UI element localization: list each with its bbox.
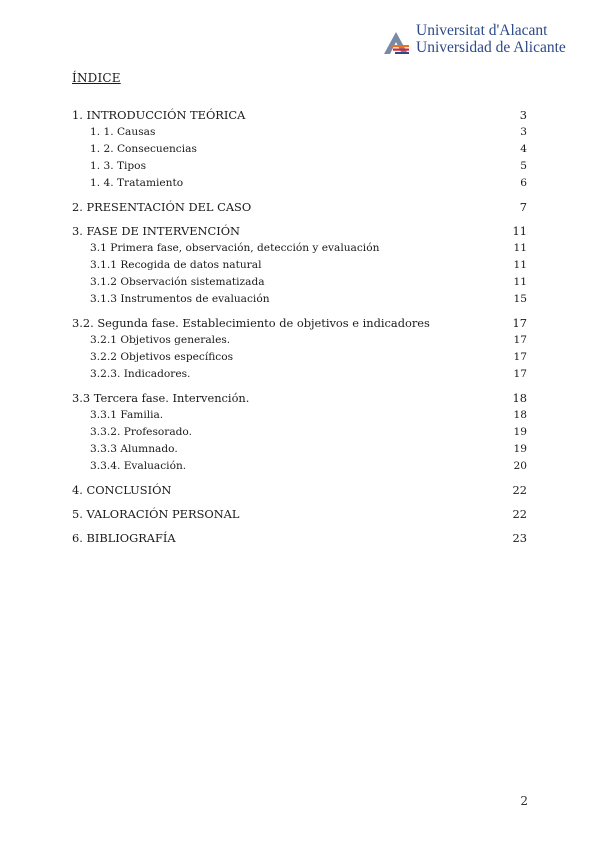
toc-entry-page: 18: [512, 391, 527, 405]
toc-entry-label: 3.3.1 Familia.: [90, 409, 164, 421]
toc-subsection[interactable]: [72, 257, 527, 273]
toc-entry-page: 11: [513, 259, 527, 271]
toc-entry-page: 23: [512, 531, 527, 545]
toc-subsection[interactable]: [72, 158, 527, 174]
toc-entry-label: 3.2.2 Objetivos específicos: [90, 351, 234, 363]
toc-entry-label: 1. 3. Tipos: [90, 160, 146, 172]
toc-entry-label: 3.1 Primera fase, observación, detección y evaluación: [90, 242, 380, 254]
toc-section[interactable]: [72, 390, 527, 406]
toc-subsection[interactable]: [72, 274, 527, 290]
toc-entry-label: 3.2.3. Indicadores.: [90, 368, 191, 380]
toc-entry-page: 3: [520, 126, 527, 138]
toc-entry-label: 3.1.1 Recogida de datos natural: [90, 259, 262, 271]
toc-entry-page: 4: [520, 143, 527, 155]
toc-subsection[interactable]: [72, 441, 527, 457]
toc-entry-label: 1. INTRODUCCIÓN TEÓRICA: [72, 108, 246, 122]
university-name: [416, 22, 566, 56]
toc-section[interactable]: [72, 223, 527, 239]
toc-entry-label: 3.2.1 Objetivos generales.: [90, 334, 231, 346]
toc-subsection[interactable]: [72, 366, 527, 382]
toc-subsection[interactable]: [72, 407, 527, 423]
toc-entry-page: 17: [513, 351, 527, 363]
toc-entry-label: 5. VALORACIÓN PERSONAL: [72, 507, 240, 521]
toc-entry-page: 17: [512, 316, 527, 330]
toc-entry-page: 11: [512, 224, 527, 238]
university-emblem-icon: [382, 28, 410, 56]
toc-subsection[interactable]: [72, 458, 527, 474]
toc-entry-page: 22: [512, 507, 527, 521]
toc-entry-label: 1. 4. Tratamiento: [90, 177, 184, 189]
toc-entry-label: 1. 1. Causas: [90, 126, 156, 138]
toc-entry-label: 6. BIBLIOGRAFÍA: [72, 531, 176, 545]
university-name-valencian: Universitat d'Alacant: [416, 22, 548, 39]
toc-section[interactable]: [72, 482, 527, 498]
toc-entry-page: 11: [513, 242, 527, 254]
toc-section[interactable]: [72, 199, 527, 215]
toc-section[interactable]: [72, 107, 527, 123]
toc-entry-page: 17: [513, 368, 527, 380]
toc-entry-page: 18: [513, 409, 527, 421]
page-number: 2: [520, 794, 528, 808]
toc-entry-label: 3.3.3 Alumnado.: [90, 443, 178, 455]
university-logo: [382, 22, 566, 64]
toc-subsection[interactable]: [72, 291, 527, 307]
toc-entry-label: 2. PRESENTACIÓN DEL CASO: [72, 200, 252, 214]
toc-entry-label: 1. 2. Consecuencias: [90, 143, 197, 155]
toc-entry-page: 6: [520, 177, 527, 189]
toc-entry-label: 3.3 Tercera fase. Intervención.: [72, 391, 250, 405]
toc-entry-label: 3.3.2. Profesorado.: [90, 426, 192, 438]
toc-entry-label: 4. CONCLUSIÓN: [72, 483, 172, 497]
toc-title: ÍNDICE: [72, 71, 121, 85]
toc-entry-label: 3.1.2 Observación sistematizada: [90, 276, 265, 288]
toc-entry-page: 17: [513, 334, 527, 346]
toc-entry-page: 7: [519, 200, 527, 214]
toc-entry-page: 5: [520, 160, 527, 172]
toc-subsection[interactable]: [72, 332, 527, 348]
toc-entry-page: 15: [513, 293, 527, 305]
toc-section[interactable]: [72, 530, 527, 546]
toc-subsection[interactable]: [72, 141, 527, 157]
toc-entry-page: 19: [513, 426, 527, 438]
toc-section[interactable]: [72, 506, 527, 522]
toc-entry-page: 22: [512, 483, 527, 497]
toc-subsection[interactable]: [72, 124, 527, 140]
toc-entry-label: 3. FASE DE INTERVENCIÓN: [72, 224, 241, 238]
university-name-spanish: Universidad de Alicante: [416, 39, 566, 56]
toc-section[interactable]: [72, 315, 527, 331]
toc-entry-label: 3.3.4. Evaluación.: [90, 460, 187, 472]
toc-entry-page: 20: [513, 460, 527, 472]
toc-entry-page: 19: [513, 443, 527, 455]
toc-subsection[interactable]: [72, 240, 527, 256]
toc-subsection[interactable]: [72, 175, 527, 191]
toc-entry-label: 3.2. Segunda fase. Establecimiento de objetivos e indicadores: [72, 316, 430, 330]
toc-subsection[interactable]: [72, 424, 527, 440]
toc-subsection[interactable]: [72, 349, 527, 365]
toc-entry-label: 3.1.3 Instrumentos de evaluación: [90, 293, 270, 305]
toc-entry-page: 3: [519, 108, 527, 122]
toc-entry-page: 11: [513, 276, 527, 288]
